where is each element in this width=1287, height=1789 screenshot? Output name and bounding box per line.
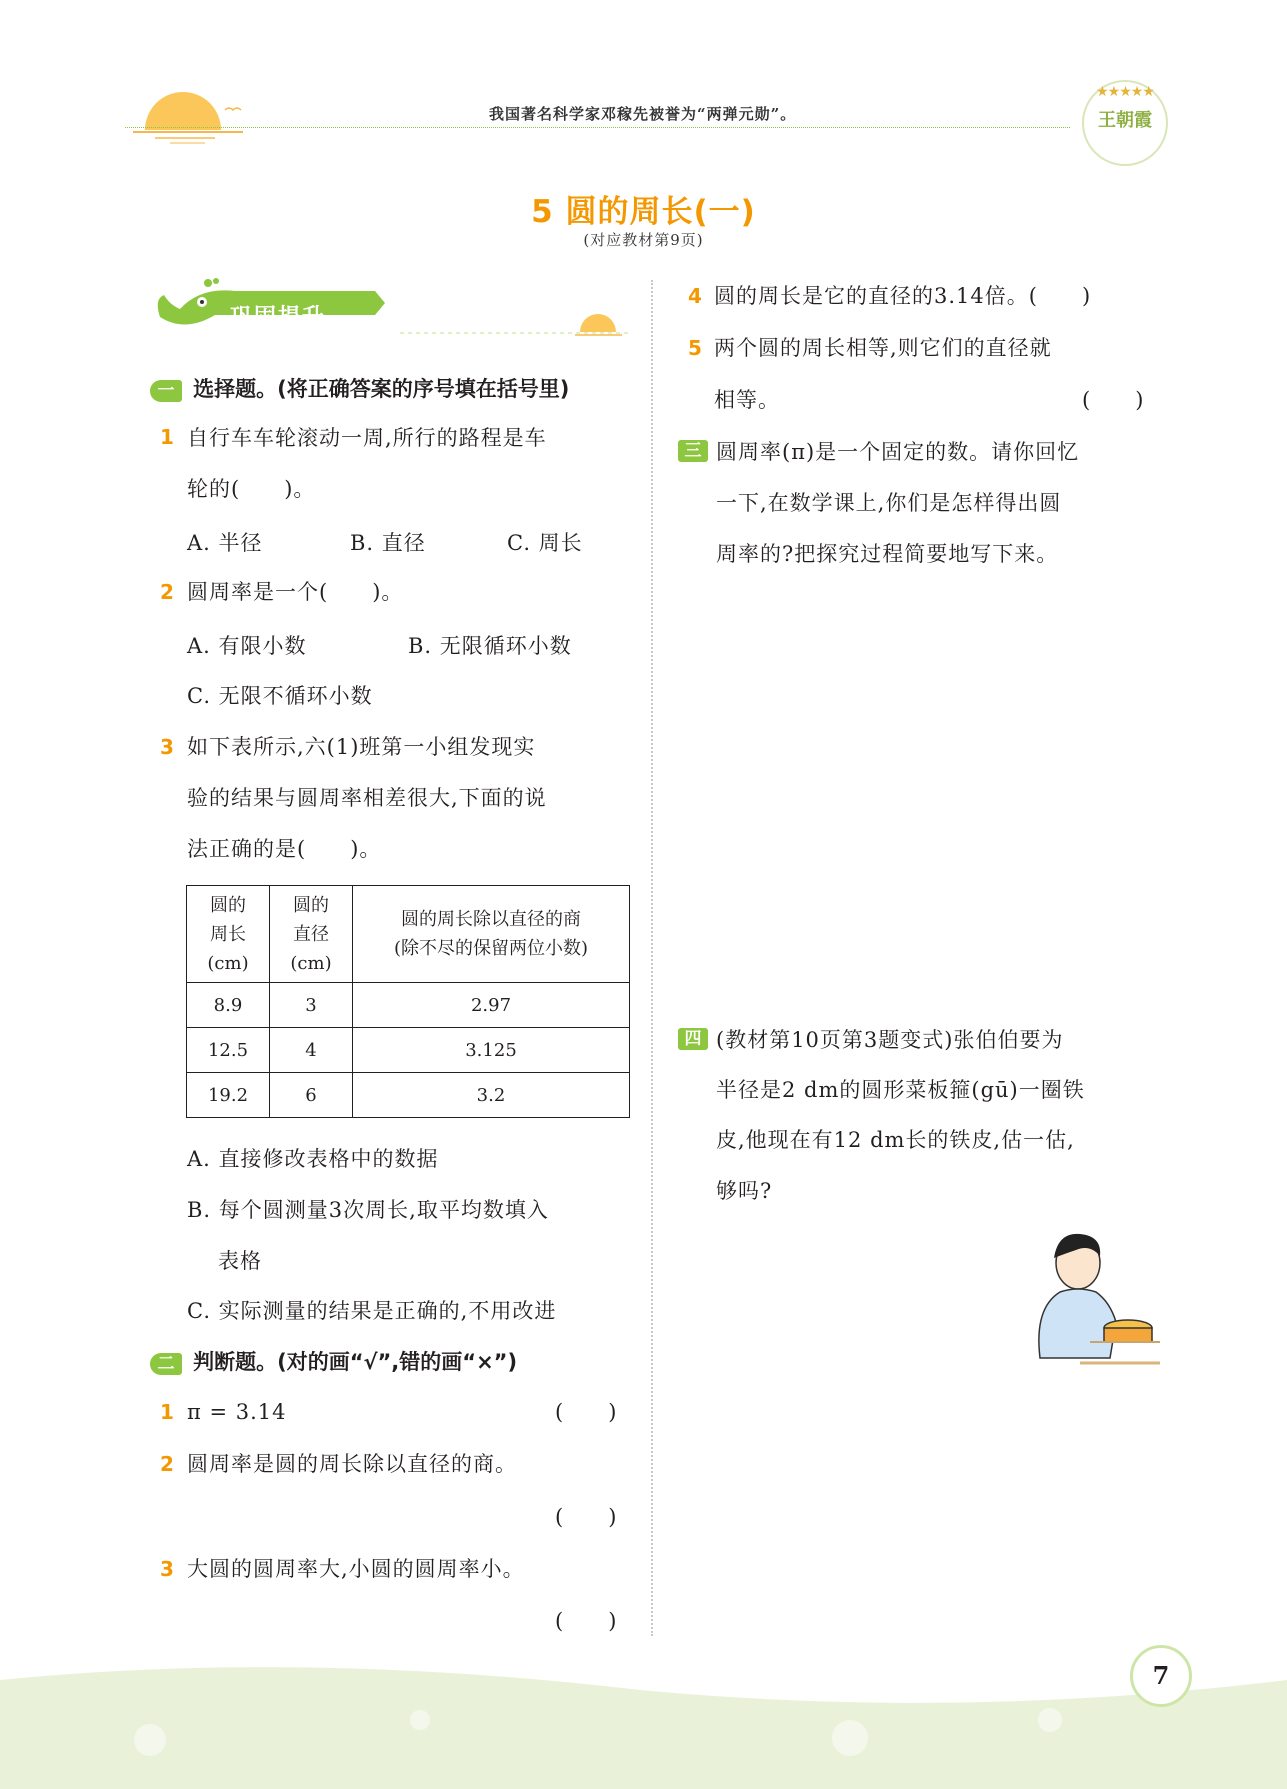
option-c: C. 无限不循环小数: [187, 684, 373, 708]
question-text: 验的结果与圆周率相差很大,下面的说: [187, 786, 547, 810]
question-number: 2: [160, 1452, 174, 1476]
option-b: B. 直径: [350, 531, 426, 555]
section-badge: 二: [150, 1353, 182, 1375]
logo-text: 王朝霞: [1098, 110, 1152, 131]
section-choice-header: [150, 373, 569, 403]
question-text: π = 3.14: [187, 1400, 287, 1424]
section-three-header: [678, 440, 708, 462]
option-c: C. 实际测量的结果是正确的,不用改进: [187, 1299, 557, 1323]
brand-logo: [1082, 80, 1168, 166]
option-b-cont: 表格: [218, 1249, 262, 1273]
option-b: B. 每个圆测量3次周长,取平均数填入: [187, 1198, 549, 1222]
question-text: (教材第10页第3题变式)张伯伯要为: [716, 1028, 1064, 1052]
table-header-cell: 圆的 周长 (cm): [187, 886, 270, 983]
section-badge: 四: [678, 1028, 708, 1050]
question-number: 4: [688, 284, 702, 308]
answer-paren: ( ): [555, 1609, 618, 1633]
table-row: 12.5 4 3.125: [187, 1028, 630, 1073]
section-badge: 一: [150, 380, 182, 402]
question-text: 相等。: [714, 388, 780, 412]
question-text: 够吗?: [716, 1179, 773, 1203]
question-text: 法正确的是( )。: [187, 837, 382, 861]
page-number: 7: [1130, 1645, 1192, 1707]
sun-logo-decoration: [125, 80, 245, 150]
question-number: 1: [160, 425, 174, 449]
question-text: 圆周率(π)是一个固定的数。请你回忆: [716, 440, 1080, 464]
question-text: 轮的( )。: [187, 477, 316, 501]
question-text: 如下表所示,六(1)班第一小组发现实: [187, 735, 536, 759]
page-title: 5 圆的周长(一): [531, 194, 756, 230]
question-text: 两个圆的周长相等,则它们的直径就: [714, 336, 1052, 360]
column-divider: [651, 280, 653, 1636]
question-number: 2: [160, 580, 174, 604]
bottom-hills-decoration: [0, 1660, 1287, 1789]
question-number: 1: [160, 1400, 174, 1424]
stars-icon: ★★★★★: [1096, 84, 1154, 100]
option-a: A. 有限小数: [187, 634, 307, 658]
question-text: 圆周率是一个( )。: [187, 580, 404, 604]
answer-paren: ( ): [555, 1400, 618, 1424]
question-number: 3: [160, 1557, 174, 1581]
section-title: 选择题。(将正确答案的序号填在括号里): [193, 377, 570, 401]
answer-paren: ( ): [1082, 388, 1145, 412]
section-badge: 三: [678, 440, 708, 462]
man-with-cutting-board-illustration: [1020, 1228, 1165, 1368]
question-text: 皮,他现在有12 dm长的铁皮,估一估,: [716, 1128, 1075, 1152]
page-subtitle: (对应教材第9页): [583, 231, 704, 249]
question-number: 3: [160, 735, 174, 759]
banner-sun-decoration: [400, 300, 630, 340]
question-text: 圆周率是圆的周长除以直径的商。: [187, 1452, 517, 1476]
option-a: A. 半径: [187, 531, 263, 555]
question-text: 周率的?把探究过程简要地写下来。: [716, 542, 1059, 566]
section-title: 判断题。(对的画“√”,错的画“×”): [193, 1350, 518, 1374]
table-header-cell: 圆的 直径 (cm): [270, 886, 353, 983]
question-text: 圆的周长是它的直径的3.14倍。( ): [714, 284, 1092, 308]
section-four-header: [678, 1028, 708, 1050]
question-text: 大圆的圆周率大,小圆的圆周率小。: [187, 1557, 525, 1581]
data-table: [186, 885, 630, 1118]
option-a: A. 直接修改表格中的数据: [187, 1147, 439, 1171]
question-text: 半径是2 dm的圆形菜板箍(gū)一圈铁: [716, 1078, 1085, 1102]
answer-paren: ( ): [555, 1505, 618, 1529]
table-row: 19.2 6 3.2: [187, 1073, 630, 1118]
table-row: 8.9 3 2.97: [187, 983, 630, 1028]
header-divider: [125, 127, 1070, 128]
header-motto: 我国著名科学家邓稼先被誉为“两弹元勋”。: [489, 105, 797, 123]
banner-title: 巩固提升: [230, 305, 327, 330]
table-header-cell: 圆的周长除以直径的商 (除不尽的保留两位小数): [353, 886, 630, 983]
question-text: 一下,在数学课上,你们是怎样得出圆: [716, 491, 1062, 515]
question-text: 自行车车轮滚动一周,所行的路程是车: [187, 426, 547, 450]
section-judge-header: [150, 1346, 517, 1376]
option-c: C. 周长: [507, 531, 583, 555]
option-b: B. 无限循环小数: [408, 634, 572, 658]
question-number: 5: [688, 336, 702, 360]
